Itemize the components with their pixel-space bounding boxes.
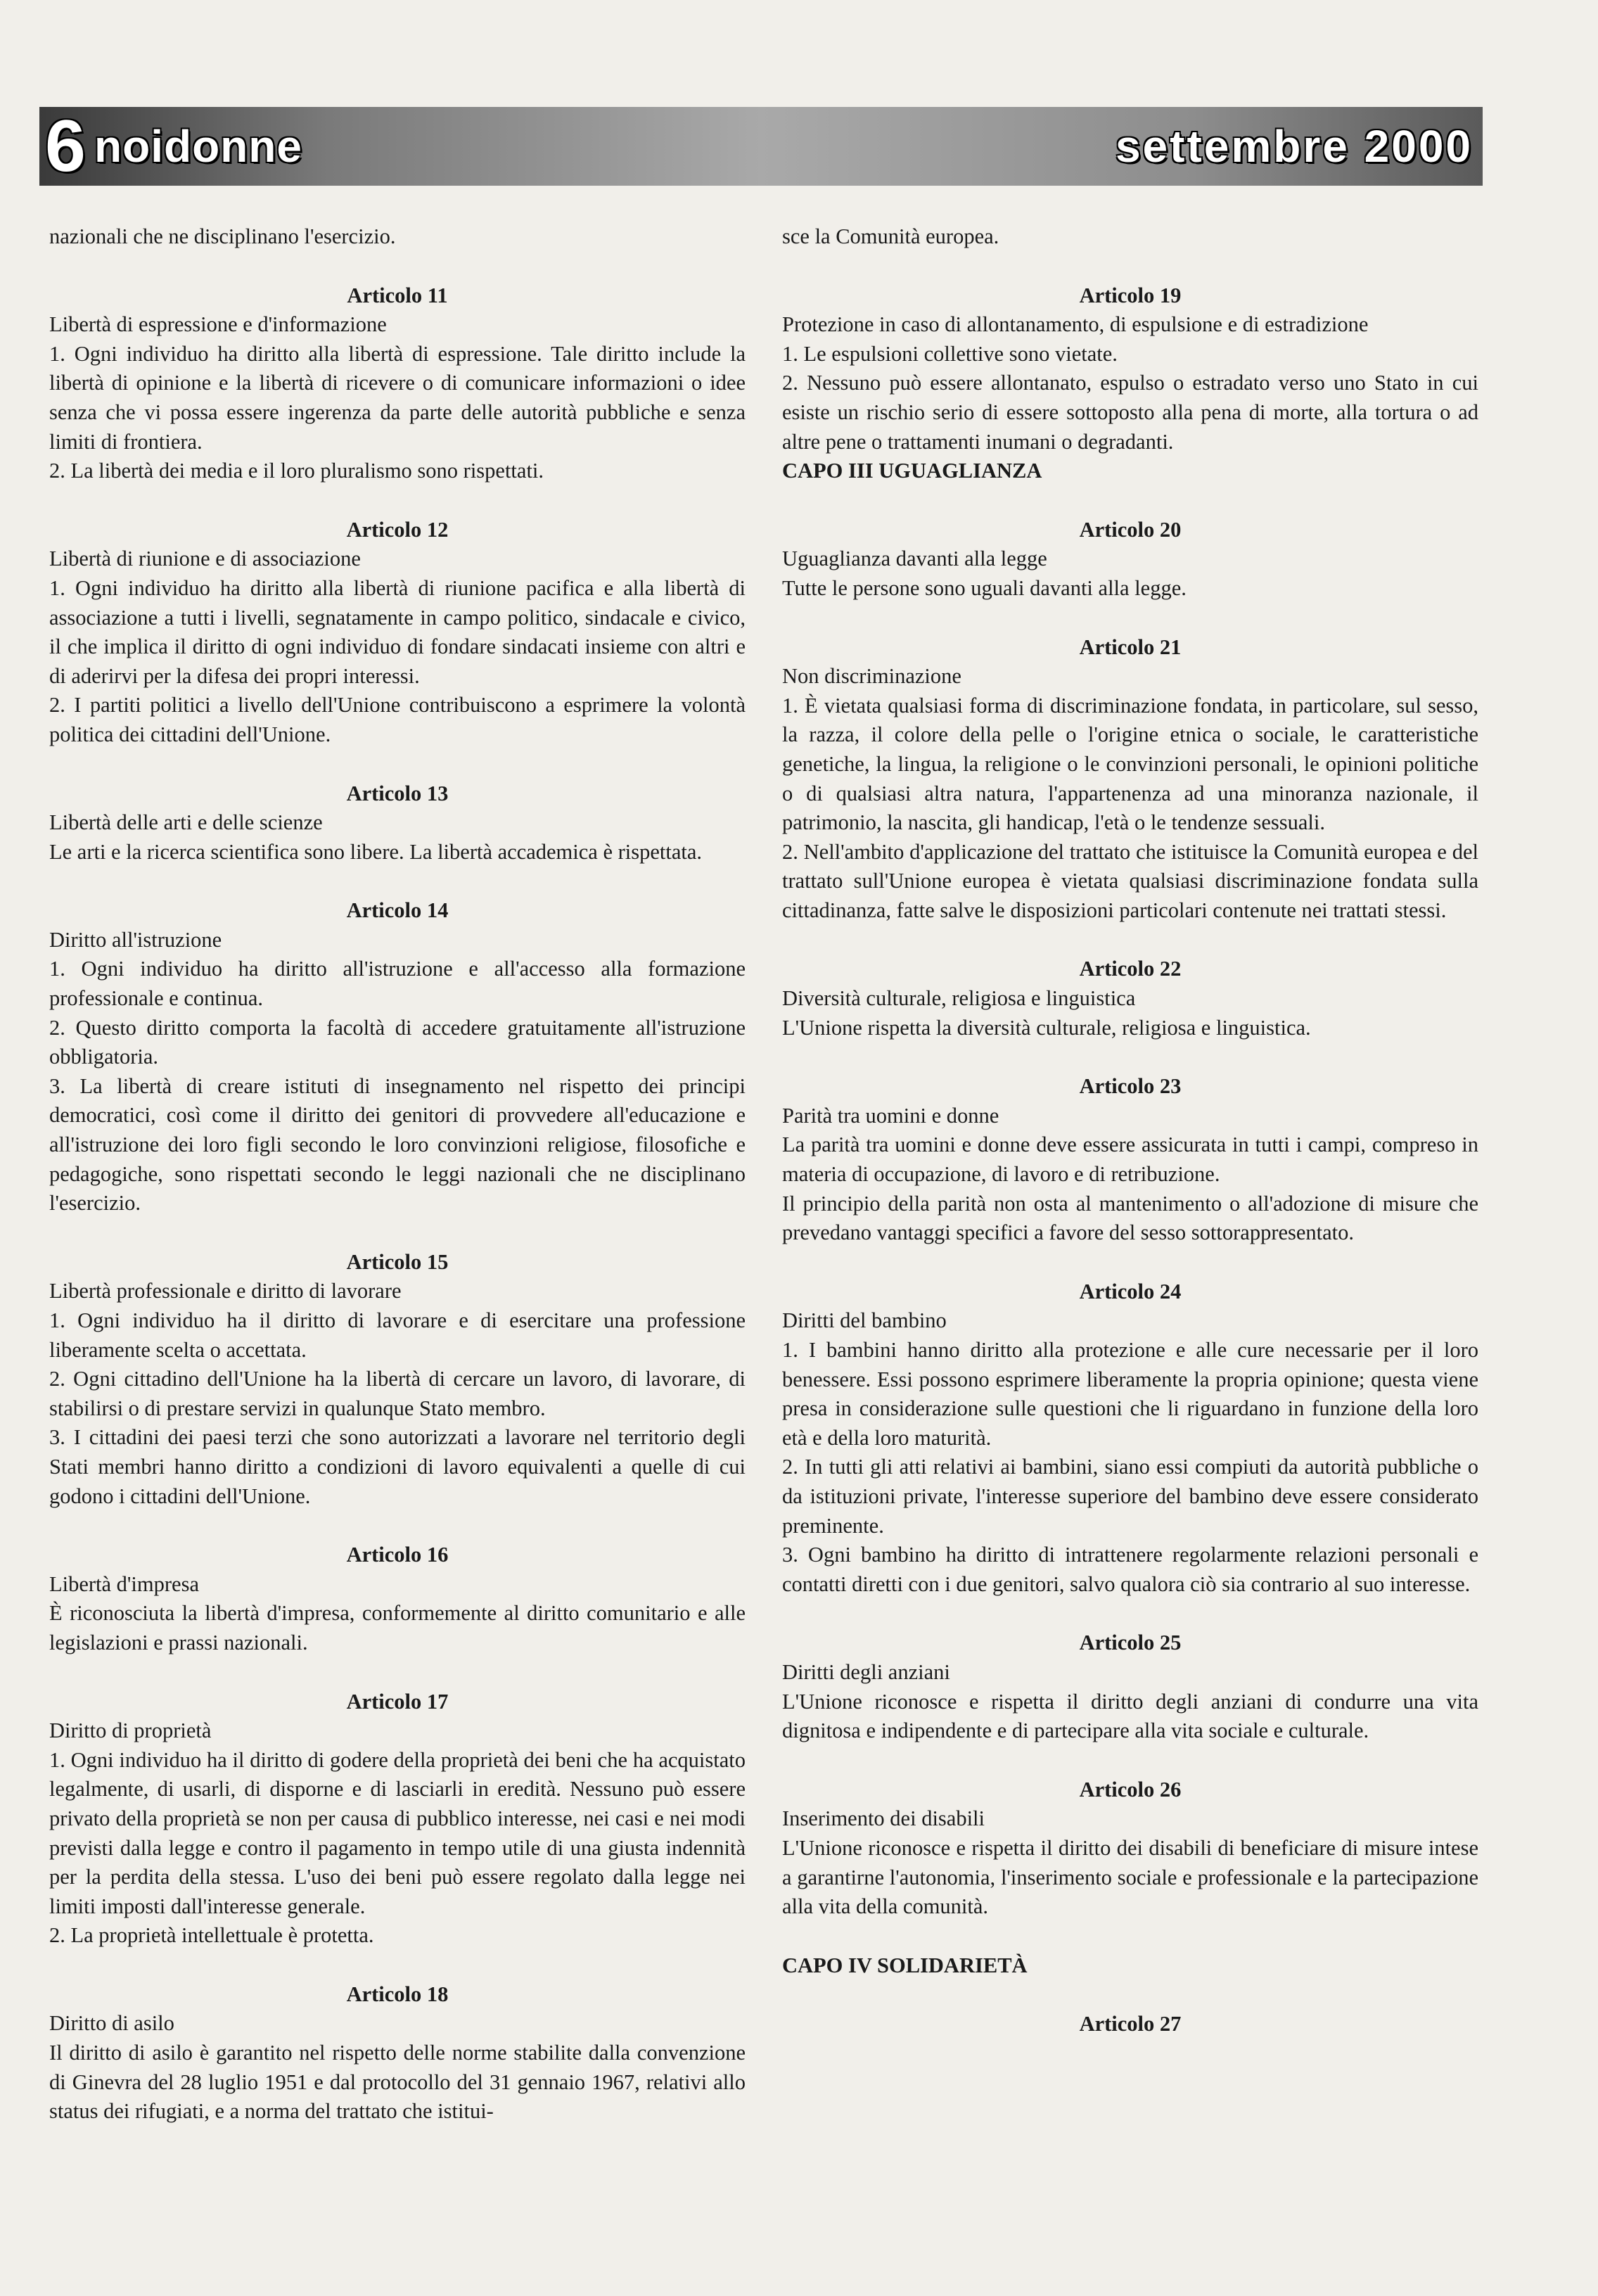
- chapter-4-heading: CAPO IV SOLIDARIETÀ: [782, 1953, 1028, 1977]
- article-11-paragraph-2: 2. La libertà dei media e il loro pluralismo sono rispettati.: [49, 459, 544, 483]
- article-19-paragraph-1: 1. Le espulsioni collettive sono vietate.: [782, 341, 1118, 366]
- article-25-subtitle: Diritti degli anziani: [782, 1659, 950, 1684]
- article-22-title: Articolo 22: [1079, 957, 1182, 981]
- article-24-title: Articolo 24: [1079, 1279, 1182, 1303]
- masthead: [39, 107, 1483, 186]
- article-11-paragraph-1: 1. Ogni individuo ha diritto alla libertà di espressione. Tale diritto include la libertà di opinione e la libertà di ricevere o di comunicare informazioni o idee senza che vi possa essere ingerenza da parte delle autorità pubbliche e senza limiti di frontiera.: [49, 341, 746, 454]
- article-21-subtitle: Non discriminazione: [782, 664, 961, 689]
- spacer: [782, 1922, 1478, 1951]
- article-18-title: Articolo 18: [346, 1982, 449, 2006]
- right-column: [782, 222, 1478, 2039]
- article-13-paragraph-1: Le arti e la ricerca scientifica sono libere. La libertà accademica è rispettata.: [49, 839, 703, 864]
- article-14-paragraph-1: 1. Ogni individuo ha diritto all'istruzione e all'accesso alla formazione professionale e continua.: [49, 957, 746, 1011]
- article-14-paragraph-3: 3. La libertà di creare istituti di insegnamento nel rispetto dei principi democratici, così come il diritto dei genitori di provvedere all'educazione e all'istruzione dei loro figli secondo le loro convinzioni religiose, filosofiche e pedagogiche, sono rispettati secondo le leggi nazionali che ne disciplinano l'esercizio.: [49, 1073, 746, 1216]
- article-16-title: Articolo 16: [346, 1543, 449, 1567]
- article-23-title: Articolo 23: [1079, 1074, 1182, 1099]
- article-24-paragraph-3: 3. Ogni bambino ha diritto di intrattenere regolarmente relazioni personali e contatti diretti con i due genitori, salvo qualora ciò sia contrario al suo interesse.: [782, 1543, 1478, 1596]
- article-23-paragraph-2: Il principio della parità non osta al mantenimento o all'adozione di misure che prevedano vantaggi specifici a favore del sesso sottorappresentato.: [782, 1191, 1478, 1245]
- article-12-paragraph-1: 1. Ogni individuo ha diritto alla libertà di riunione pacifica e alla libertà di associazione a tutti i livelli, segnatamente in campo politico, sindacale e civico, il che implica il diritto di ogni individuo di fondare sindacati insieme con altri e di aderirvi per la difesa dei propri interessi.: [49, 575, 746, 688]
- article-18-paragraph-1: Il diritto di asilo è garantito nel rispetto delle norme stabilite dalla convenzione di Ginevra del 28 luglio 1951 e dal protocollo del 31 gennaio 1967, relativi allo status dei rifugiati, e a norma del trattato che istitui-: [49, 2041, 746, 2124]
- article-26-subtitle: Inserimento dei disabili: [782, 1806, 985, 1831]
- article-20-title: Articolo 20: [1079, 517, 1182, 542]
- article-24-paragraph-1: 1. I bambini hanno diritto alla protezione e alle cure necessarie per il loro benessere. Essi possono esprimere liberamente la propria opinione; questa viene presa in considerazione sulle questioni che li riguardano in funzione della loro età e della loro maturità.: [782, 1338, 1478, 1450]
- article-22-subtitle: Diversità culturale, religiosa e linguistica: [782, 986, 1136, 1011]
- article-15-paragraph-3: 3. I cittadini dei paesi terzi che sono autorizzati a lavorare nel territorio degli Stati membri hanno diritto a condizioni di lavoro equivalenti a quelle di cui godono i cittadini dell'Unione.: [49, 1425, 746, 1508]
- article-23-subtitle: Parità tra uomini e donne: [782, 1103, 999, 1128]
- article-13-subtitle: Libertà delle arti e delle scienze: [49, 810, 323, 835]
- article-12-title: Articolo 12: [346, 517, 449, 542]
- article-20-paragraph-1: Tutte le persone sono uguali davanti alla legge.: [782, 575, 1187, 600]
- article-24-subtitle: Diritti del bambino: [782, 1308, 947, 1333]
- article-16-paragraph-1: È riconosciuta la libertà d'impresa, conformemente al diritto comunitario e alle legislazioni e prassi nazionali.: [49, 1601, 746, 1654]
- article-18-subtitle: Diritto di asilo: [49, 2011, 174, 2036]
- article-15-paragraph-1: 1. Ogni individuo ha il diritto di lavorare e di esercitare una professione liberamente scelta o accettata.: [49, 1308, 746, 1362]
- article-20-subtitle: Uguaglianza davanti alla legge: [782, 547, 1047, 571]
- article-16-subtitle: Libertà d'impresa: [49, 1571, 199, 1596]
- article-17-subtitle: Diritto di proprietà: [49, 1718, 212, 1743]
- article-14-title: Articolo 14: [346, 898, 449, 923]
- article-19-subtitle: Protezione in caso di allontanamento, di espulsione e di estradizione: [782, 312, 1369, 337]
- left-column: [49, 222, 746, 2126]
- article-14-subtitle: Diritto all'istruzione: [49, 927, 222, 952]
- article-19-title: Articolo 19: [1079, 283, 1182, 307]
- article-15-title: Articolo 15: [346, 1249, 449, 1274]
- article-25-paragraph-1: L'Unione riconosce e rispetta il diritto degli anziani di condurre una vita dignitosa e indipendente e di partecipare alla vita sociale e culturale.: [782, 1689, 1478, 1743]
- article-23-paragraph-1: La parità tra uomini e donne deve essere assicurata in tutti i campi, compreso in materia di occupazione, di lavoro e di retribuzione.: [782, 1133, 1478, 1187]
- article-21-title: Articolo 21: [1079, 634, 1182, 659]
- continuation-text: sce la Comunità europea.: [782, 224, 999, 248]
- page-number: 6: [45, 106, 86, 187]
- article-15-subtitle: Libertà professionale e diritto di lavorare: [49, 1279, 402, 1303]
- article-14-paragraph-2: 2. Questo diritto comporta la facoltà di accedere gratuitamente all'istruzione obbligatoria.: [49, 1015, 746, 1069]
- chapter-3-heading: CAPO III UGUAGLIANZA: [782, 459, 1042, 483]
- article-26-paragraph-1: L'Unione riconosce e rispetta il diritto dei disabili di beneficiare di misure intese a garantirne l'autonomia, l'inserimento sociale e professionale e la partecipazione alla vita della comunità.: [782, 1835, 1478, 1919]
- article-13-title: Articolo 13: [346, 781, 449, 805]
- publication-name: noidonne: [94, 121, 302, 172]
- article-26-title: Articolo 26: [1079, 1777, 1182, 1801]
- article-12-subtitle: Libertà di riunione e di associazione: [49, 547, 361, 571]
- article-11-subtitle: Libertà di espressione e d'informazione: [49, 312, 387, 337]
- continuation-text: nazionali che ne disciplinano l'esercizio.: [49, 224, 396, 248]
- issue-date: settembre 2000: [1115, 121, 1473, 172]
- article-17-paragraph-2: 2. La proprietà intellettuale è protetta.: [49, 1923, 374, 1948]
- article-25-title: Articolo 25: [1079, 1631, 1182, 1655]
- article-27-title: Articolo 27: [1079, 2012, 1182, 2036]
- article-24-paragraph-2: 2. In tutti gli atti relativi ai bambini, siano essi compiuti da autorità pubbliche o da istituzioni private, l'interesse superiore del bambino deve essere considerato preminente.: [782, 1455, 1478, 1538]
- article-12-paragraph-2: 2. I partiti politici a livello dell'Unione contribuiscono a esprimere la volontà politica dei cittadini dell'Unione.: [49, 693, 746, 746]
- article-15-paragraph-2: 2. Ogni cittadino dell'Unione ha la libertà di cercare un lavoro, di lavorare, di stabilirsi o di prestare servizi in qualunque Stato membro.: [49, 1367, 746, 1420]
- article-22-paragraph-1: L'Unione rispetta la diversità culturale, religiosa e linguistica.: [782, 1015, 1311, 1040]
- article-17-title: Articolo 17: [346, 1689, 449, 1714]
- article-21-paragraph-1: 1. È vietata qualsiasi forma di discriminazione fondata, in particolare, sul sesso, la razza, il colore della pelle o l'origine etnica o sociale, le caratteristiche genetiche, la lingua, la religione o le convinzioni personali, le opinioni politiche o di qualsiasi altra natura, l'appartenenza ad una minoranza nazionale, il patrimonio, la nascita, gli handicap, l'età o le tendenze sessuali.: [782, 693, 1478, 835]
- article-17-paragraph-1: 1. Ogni individuo ha il diritto di godere della proprietà dei beni che ha acquistato legalmente, di usarli, di disporne e di lasciarli in eredità. Nessuno può essere privato della proprietà se non per causa di pubblico interesse, nei casi e nei modi previsti dalla legge e contro il pagamento in tempo utile di una giusta indennità per la perdita della stessa. L'uso dei beni può essere regolato dalla legge nei limiti imposti dall'interesse generale.: [49, 1747, 746, 1918]
- article-11-title: Articolo 11: [347, 283, 448, 307]
- article-21-paragraph-2: 2. Nell'ambito d'applicazione del trattato che istituisce la Comunità europea e del trattato sull'Unione europea è vietata qualsiasi discriminazione fondata sulla cittadinanza, fatte salve le disposizioni particolari contenute nei trattati stessi.: [782, 839, 1478, 922]
- article-19-paragraph-2: 2. Nessuno può essere allontanato, espulso o estradato verso uno Stato in cui esiste un rischio serio di essere sottoposto alla pena di morte, alla tortura o ad altre pene o trattamenti inumani o degradanti.: [782, 371, 1478, 454]
